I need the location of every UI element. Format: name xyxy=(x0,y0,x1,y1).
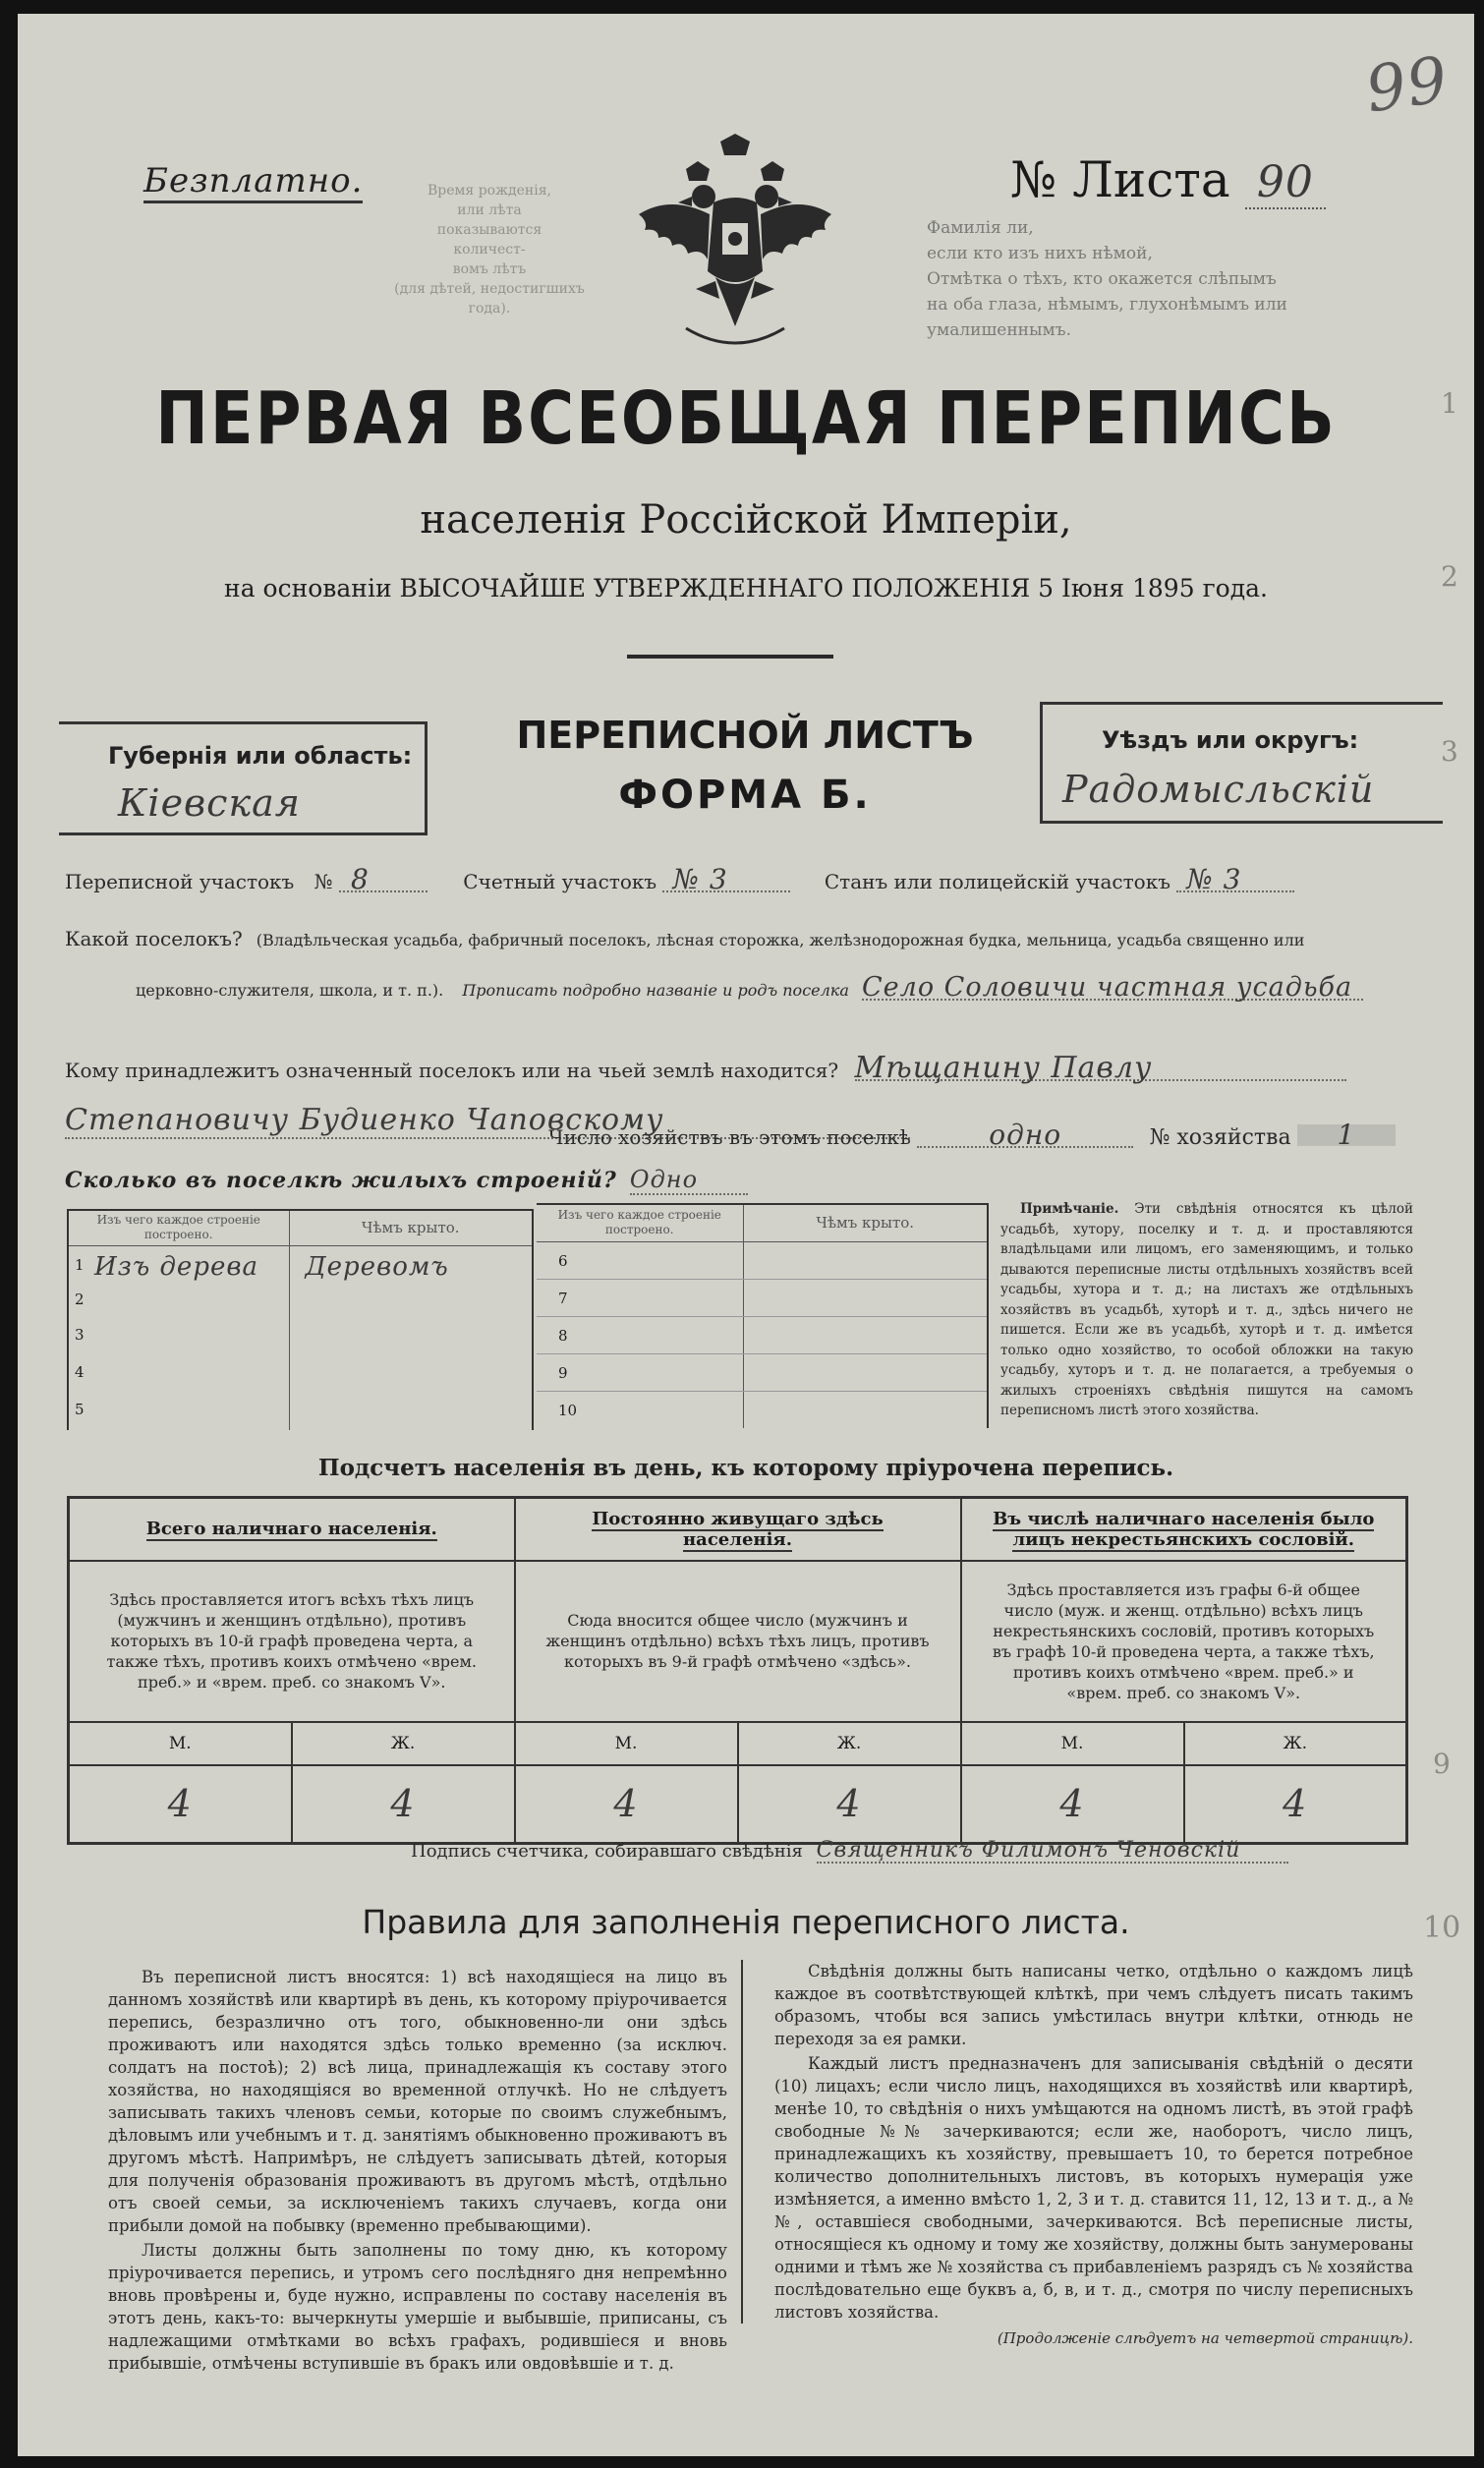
buildings-row xyxy=(65,1166,753,1195)
note-block xyxy=(1000,1199,1413,1421)
census-precinct-no: № xyxy=(314,870,333,893)
rules-paragraph: Каждый листъ предназначенъ для записыванія свѣдѣній о десяти (10) лицахъ; если число лицъ, находящихся въ хозяйствѣ или квартирѣ, менѣе 10, то свѣдѣнія о нихъ умѣщаются на одномъ листѣ, въ этой графѣ свободные №№ зачеркиваются; если же, наоборотъ, число лицъ, принадлежащихъ къ хозяйству, превышаетъ 10, то берется потребное количество дополнительныхъ листовъ, въ которыхъ нумерація уже измѣняется, а именно вмѣсто 1, 2, 3 и т. д. ставится 11, 12, 13 и т. д., а №№, оставшіеся свободными, зачеркиваются. Всѣ переписные листы, относящіеся къ одному и тому же хозяйству, должны быть занумерованы одними и тѣмъ же № хозяйства съ прибавленіемъ разрядъ съ № хозяйства послѣдовательно еще буквъ а, б, в, и т. д., смотря по числу переписныхъ листовъ хозяйства. xyxy=(774,2054,1413,2322)
population-group-desc: Сюда вносится общее число (мужчинъ и женщинъ отдѣльно) всѣхъ тѣхъ лицъ, противъ которыхъ въ 9-й графѣ отмѣчено «здѣсь». xyxy=(515,1561,961,1722)
population-male-count: 4 xyxy=(515,1765,738,1844)
owner-value-line1: Мѣщанину Павлу xyxy=(855,1058,1346,1081)
buildings-value: Одно xyxy=(630,1166,748,1195)
population-group-title: Въ числѣ наличнаго населенія было лицъ некрестьянскихъ сословій. xyxy=(961,1498,1407,1561)
count-precinct-value: № 3 xyxy=(662,869,790,892)
form-title: ПЕРЕПИСНОЙ ЛИСТЪ xyxy=(516,714,974,757)
settlement-hint-2: церковно-служителя, школа, и т. п.). xyxy=(136,981,444,1000)
census-sheet xyxy=(18,14,1474,2456)
note-title: Примѣчаніе. xyxy=(1020,1201,1119,1217)
rules-paragraph: Въ переписной листъ вносятся: 1) всѣ находящіеся на лицо въ данномъ хозяйствѣ или квартирѣ въ день, къ которому пріурочивается перепись, безразлично отъ того, обыкновенно-ли они здѣсь проживаютъ или находятся здѣсь только временно (за исключ. солдатъ на постоѣ); 2) всѣ лица, принадлежащія къ составу этого хозяйства, но находящіяся во временной отлучкѣ. Но не слѣдуетъ записывать такихъ членовъ семьи, которые по своимъ служебнымъ, дѣловымъ или учебнымъ и т. д. занятіямъ обыкновенно проживаютъ въ другомъ мѣстѣ. Напримѣръ, не слѣдуетъ записывать дѣтей, которыя для полученія образованія проживаютъ въ другомъ мѣстѣ, отдѣльно отъ своей семьи, за исключеніемъ такихъ случаевъ, когда они прибыли домой на побывку (временно пребывающими). xyxy=(108,1968,727,2235)
material-header-2: Изъ чего каждое строеніе построено. xyxy=(537,1204,743,1241)
stan-value: № 3 xyxy=(1176,869,1294,892)
district-value: Радомысльскій xyxy=(1062,768,1375,811)
female-header: Ж. xyxy=(292,1722,515,1765)
population-table xyxy=(67,1496,1408,1845)
settlement-instruction: Прописать подробно названіе и родъ поселка xyxy=(462,981,849,1000)
sheet-number-label: № Листа xyxy=(1010,151,1230,208)
building-row: 2 xyxy=(68,1289,533,1318)
population-group-desc: Здѣсь проставляется итогъ всѣхъ тѣхъ лицъ (мужчинъ и женщинъ отдѣльно), противъ которыхъ въ 10-й графѣ проведена черта, а также тѣхъ, противъ коихъ отмѣчено «врем. преб.» и «врем. преб. со знакомъ V». xyxy=(69,1561,515,1722)
population-group-title: Всего наличнаго населенія. xyxy=(69,1498,515,1561)
settlement-question: Какой поселокъ? xyxy=(65,927,243,950)
owner-value-line2: Степановичу Будиенко Чаповскому xyxy=(65,1103,910,1139)
population-male-count: 4 xyxy=(69,1765,292,1844)
building-row: 5 xyxy=(68,1393,533,1430)
bleed-through-left: Время рожденія, или лѣта показываются количест- вомъ лѣтъ (для дѣтей, недостигшихъ года). xyxy=(394,183,585,316)
margin-digit: 2 xyxy=(1441,560,1458,593)
signature-value: Священникъ Филимонъ Ченовскій xyxy=(817,1840,1288,1864)
households-row xyxy=(548,1119,1413,1151)
margin-digit: 3 xyxy=(1441,735,1458,768)
form-subtitle: ФОРМА Б. xyxy=(618,773,872,818)
building-row: 9 xyxy=(537,1353,988,1391)
rules-paragraph: Листы должны быть заполнены по тому дню, къ которому пріурочивается перепись, и утромъ сего послѣдняго дня непремѣнно вновь провѣрены и, буде нужно, исправлены по составу населенія въ этотъ день, какъ-то: вычеркнуты умершіе и выбывшіе, приписаны, съ надлежащими отмѣтками во всѣхъ графахъ, родившіеся и вновь прибывшіе, отмѣчены вступившіе въ бракъ или овдовѣвшіе и т. д. xyxy=(108,2241,727,2373)
buildings-table-left xyxy=(67,1209,534,1430)
settlement-hint: (Владѣльческая усадьба, фабричный поселокъ, лѣсная сторожка, желѣзнодорожная будка, мельница, усадьба священно или xyxy=(256,931,1305,949)
population-male-count: 4 xyxy=(961,1765,1184,1844)
rules-continuation: (Продолженіе слѣдуетъ на четвертой страницѣ). xyxy=(997,2329,1413,2347)
household-no-value: 1 xyxy=(1297,1124,1396,1146)
stan-label: Станъ или полицейскій участокъ xyxy=(824,870,1170,893)
settlement-answer-row xyxy=(136,972,1413,1003)
population-female-count: 4 xyxy=(738,1765,961,1844)
sheet-number xyxy=(1010,151,1403,216)
subtitle: населенія Россійской Имперіи, xyxy=(420,497,1072,543)
building-row: 8 xyxy=(537,1316,988,1353)
buildings-label: Сколько въ поселкѣ жилыхъ строеній? xyxy=(65,1168,617,1193)
building-row: 4 xyxy=(68,1355,533,1393)
owner-row xyxy=(65,1051,1411,1085)
population-heading: Подсчетъ населенія въ день, къ которому пріурочена перепись. xyxy=(317,1455,1174,1481)
free-label: Безплатно. xyxy=(143,161,363,203)
district-box xyxy=(1040,702,1443,824)
household-no-label: № хозяйства xyxy=(1149,1125,1291,1150)
owner-question: Кому принадлежитъ означенный поселокъ или на чьей землѣ находится? xyxy=(65,1059,839,1082)
male-header: М. xyxy=(515,1722,738,1765)
margin-digit: 10 xyxy=(1423,1911,1461,1945)
census-precinct-value: 8 xyxy=(339,869,428,892)
material-header: Изъ чего каждое строеніе построено. xyxy=(68,1210,289,1245)
corner-number: 99 xyxy=(1361,43,1454,128)
households-label: Число хозяйствъ въ этомъ поселкѣ xyxy=(548,1125,911,1149)
male-header: М. xyxy=(961,1722,1184,1765)
households-value: одно xyxy=(917,1124,1133,1148)
population-group-title: Постоянно живущаго здѣсь населенія. xyxy=(515,1498,961,1561)
building-row: 1 Изъ дерева Деревомъ xyxy=(68,1245,533,1289)
main-title: ПЕРВАЯ ВСЕОБЩАЯ ПЕРЕПИСЬ xyxy=(155,377,1337,462)
settlement-question-row xyxy=(65,928,1411,951)
building-row: 10 xyxy=(537,1391,988,1428)
rules-divider xyxy=(741,1960,743,2324)
male-header: М. xyxy=(69,1722,292,1765)
roof-header: Чѣмъ крыто. xyxy=(289,1210,533,1245)
signature-row xyxy=(411,1840,1413,1864)
signature-label: Подпись счетчика, собиравшаго свѣдѣнія xyxy=(411,1841,803,1862)
building-row: 3 xyxy=(68,1318,533,1355)
margin-digit: 1 xyxy=(1441,387,1458,420)
title-divider xyxy=(627,655,833,659)
rules-right-column xyxy=(774,1960,1413,2350)
buildings-table-right xyxy=(537,1203,989,1428)
imperial-eagle-icon xyxy=(627,132,843,358)
precinct-row xyxy=(65,863,1401,904)
note-text: Эти свѣдѣнія относятся къ цѣлой усадьбѣ, хутору, поселку и т. д. и проставляются владѣльцами или лицомъ, его заменяющимъ, и только дываются переписные листы отдѣльныхъ хозяйствъ всей усадьбы, хутора и т. д.; на листахъ же отдѣльныхъ хозяйствъ въ усадьбѣ, хуторѣ и т. д., здѣсь ничего не пишется. Если же въ усадьбѣ, хуторѣ и т. д. имѣется только одно хозяйство, то особой обложки на такую усадьбу, хуторъ и т. д. не полагается, а требуемыя о жилыхъ строеніяхъ свѣдѣнія пишутся на самомъ переписномъ листѣ этого хозяйства. xyxy=(1000,1201,1413,1418)
province-label: Губернія или область: xyxy=(108,742,413,770)
building-row: 7 xyxy=(537,1279,988,1316)
building-row: 6 xyxy=(537,1241,988,1279)
province-box xyxy=(59,721,428,835)
margin-digit: 9 xyxy=(1433,1748,1451,1780)
sheet-number-value: 90 xyxy=(1245,157,1326,209)
roof-header-2: Чѣмъ крыто. xyxy=(743,1204,988,1241)
population-group-desc: Здѣсь проставляется изъ графы 6-й общее число (муж. и женщ. отдѣльно) всѣхъ лицъ некрестьянскихъ сословій, противъ которыхъ въ графѣ 10-й проведена черта, а также тѣхъ, противъ коихъ отмѣчено «врем. преб.» и «врем. преб. со знакомъ V». xyxy=(961,1561,1407,1722)
district-label: Уѣздъ или округъ: xyxy=(1102,726,1359,754)
province-value: Кіевская xyxy=(118,781,301,825)
population-female-count: 4 xyxy=(292,1765,515,1844)
female-header: Ж. xyxy=(738,1722,961,1765)
rules-left-column xyxy=(108,1966,727,2377)
settlement-value: Село Соловичи частная усадьба xyxy=(862,977,1363,1001)
female-header: Ж. xyxy=(1184,1722,1407,1765)
census-precinct-label: Переписной участокъ xyxy=(65,870,295,893)
bleed-through-right: Фамилія ли, если кто изъ нихъ нѣмой, Отмѣтка о тѣхъ, кто окажется слѣпымъ на оба глаза, нѣмымъ, глухонѣмымъ или умалишеннымъ. xyxy=(927,218,1287,340)
basis-text: на основаніи ВЫСОЧАЙШЕ УТВЕРЖДЕННАГО ПОЛОЖЕНІЯ 5 Іюня 1895 года. xyxy=(224,574,1268,603)
population-female-count: 4 xyxy=(1184,1765,1407,1844)
count-precinct-label: Счетный участокъ xyxy=(463,870,657,893)
rules-title: Правила для заполненія переписного листа. xyxy=(362,1903,1130,1941)
rules-paragraph: Свѣдѣнія должны быть написаны четко, отдѣльно о каждомъ лицѣ каждое въ соотвѣтствующей клѣткѣ, при чемъ слѣдуетъ писать такимъ образомъ, чтобы вся запись умѣстилась внутри клѣтки, отнюдь не переходя за ея рамки. xyxy=(774,1962,1413,2048)
